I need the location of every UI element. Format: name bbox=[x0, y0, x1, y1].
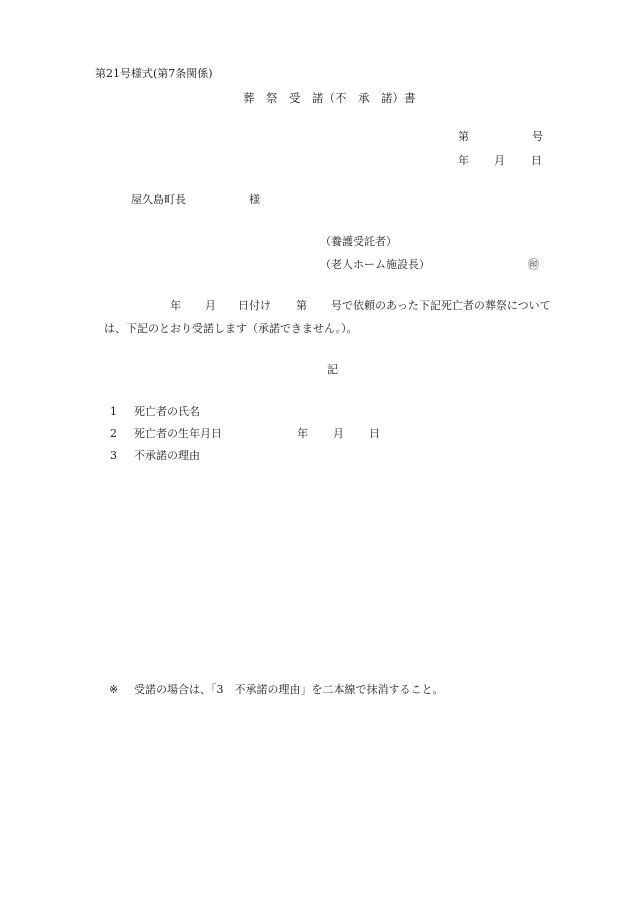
item-3-label: 不承諾の理由 bbox=[134, 449, 200, 462]
body-year: 年 bbox=[170, 299, 181, 312]
body-month: 月 bbox=[205, 299, 216, 312]
note-text: 受諾の場合は、「3 不承諾の理由」を二本線で抹消すること。 bbox=[134, 683, 444, 696]
item-3-num: 3 bbox=[110, 449, 117, 462]
seal-mark: ㊞ bbox=[528, 258, 539, 271]
note-mark: ※ bbox=[109, 683, 119, 696]
addressee-honorific: 様 bbox=[249, 193, 260, 206]
doc-number-dai: 第 bbox=[458, 130, 469, 143]
item-1-label: 死亡者の氏名 bbox=[134, 405, 200, 418]
item-2-label: 死亡者の生年月日 bbox=[134, 427, 222, 440]
item-1-num: 1 bbox=[110, 405, 117, 418]
birth-day: 日 bbox=[369, 427, 380, 440]
item-2-num: 2 bbox=[110, 427, 117, 440]
doc-number-go: 号 bbox=[532, 130, 543, 143]
ki-heading: 記 bbox=[327, 363, 338, 376]
body-line2: は、下記のとおり受諾します（承諾できません。）。 bbox=[104, 322, 358, 335]
document-title: 葬 祭 受 諾（不 承 諾）書 bbox=[243, 91, 416, 105]
birth-month: 月 bbox=[333, 427, 344, 440]
date-month: 月 bbox=[494, 154, 505, 167]
sender-line1: （養護受託者） bbox=[320, 235, 397, 248]
body-number-prefix: 第 bbox=[296, 299, 307, 312]
body-line1-rest: 号で依頼のあった下記死亡者の葬祭について bbox=[331, 299, 551, 312]
birth-year: 年 bbox=[297, 427, 308, 440]
addressee-name: 屋久島町長 bbox=[131, 193, 186, 206]
form-number: 第21号様式(第7条関係) bbox=[95, 67, 213, 80]
sender-line2: （老人ホーム施設長） bbox=[320, 258, 430, 271]
body-date-suffix: 日付け bbox=[238, 299, 271, 312]
date-day: 日 bbox=[531, 154, 542, 167]
date-year: 年 bbox=[458, 154, 469, 167]
